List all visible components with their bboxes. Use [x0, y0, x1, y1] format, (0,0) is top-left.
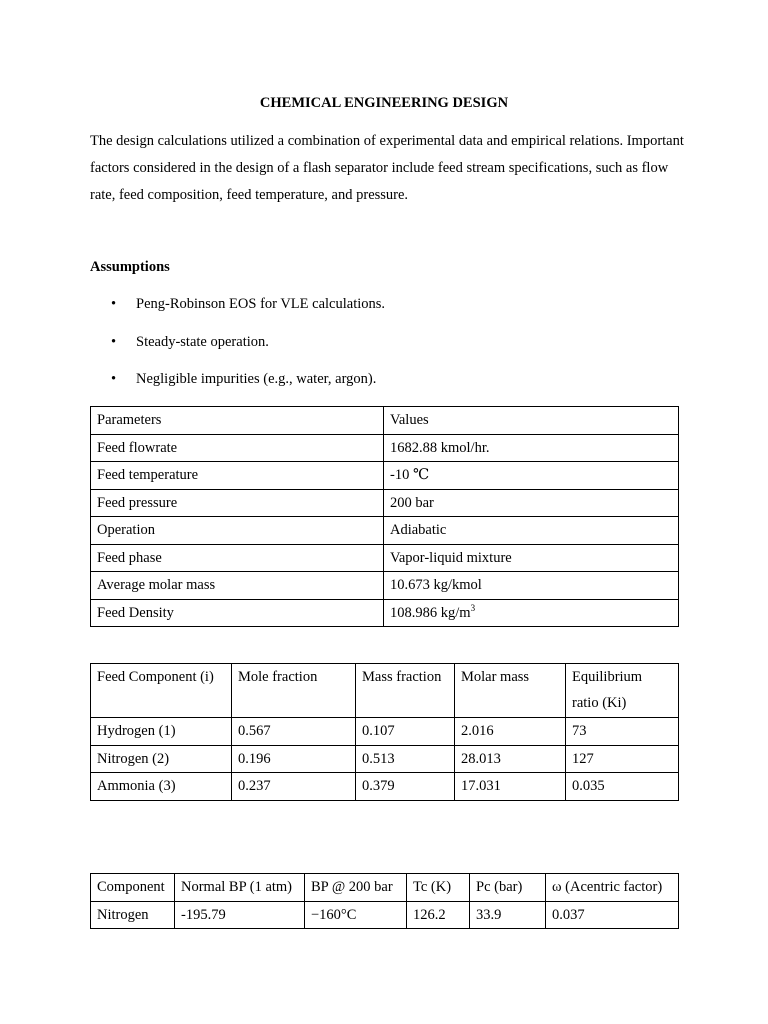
bullet-icon: •: [111, 333, 117, 350]
table-cell: Operation: [91, 517, 384, 545]
table-cell: Feed phase: [91, 544, 384, 572]
table-cell: Vapor-liquid mixture: [384, 544, 679, 572]
table-cell: 200 bar: [384, 489, 679, 517]
table-cell: 2.016: [455, 718, 566, 746]
table-header-cell: Tc (K): [407, 874, 470, 902]
table-cell: -10 ℃: [384, 462, 679, 490]
table-cell: Feed flowrate: [91, 434, 384, 462]
table-cell: 73: [566, 718, 679, 746]
list-item-text: Steady-state operation.: [136, 333, 269, 350]
table-row: [91, 489, 679, 517]
table-header-cell: Values: [384, 407, 679, 435]
table-row: [91, 462, 679, 490]
table-row: [91, 773, 679, 801]
parameters-table: [90, 406, 679, 627]
table-row: [91, 434, 679, 462]
table-header-cell: Normal BP (1 atm): [175, 874, 305, 902]
list-item-text: Negligible impurities (e.g., water, argon).: [136, 371, 377, 387]
table-cell: Feed Density: [91, 599, 384, 627]
table-row: [91, 718, 679, 746]
table-header-row: [91, 874, 679, 902]
table-header-cell: Parameters: [91, 407, 384, 435]
list-item: [90, 333, 385, 371]
table-cell: 10.673 kg/kmol: [384, 572, 679, 600]
table-cell: 0.107: [356, 718, 455, 746]
table-header-row: [91, 407, 679, 435]
table-row: [91, 572, 679, 600]
table-cell: Feed pressure: [91, 489, 384, 517]
table-header-cell: Mole fraction: [232, 664, 356, 718]
assumptions-list: [90, 295, 385, 408]
table-cell: Nitrogen (2): [91, 745, 232, 773]
table-cell: 0.567: [232, 718, 356, 746]
table-cell: 33.9: [470, 901, 546, 929]
table-header-row: [91, 664, 679, 718]
table-cell: 0.196: [232, 745, 356, 773]
table-cell: 127: [566, 745, 679, 773]
table-cell: Average molar mass: [91, 572, 384, 600]
table-cell: 0.513: [356, 745, 455, 773]
table-cell: 17.031: [455, 773, 566, 801]
list-item-text: Peng-Robinson EOS for VLE calculations.: [136, 296, 386, 312]
table-header-cell: Mass fraction: [356, 664, 455, 718]
table-cell: −160°C: [305, 901, 407, 929]
table-header-cell: Equilibrium ratio (Ki): [566, 664, 679, 718]
component-property-table: [90, 873, 679, 929]
table-cell: 126.2: [407, 901, 470, 929]
table-row: [91, 517, 679, 545]
intro-paragraph: The design calculations utilized a combination of experimental data and empirical relations. Important factors considered in the design of a flash separator include feed stream specifications, such as flow rate, feed composition, feed temperature, and pressure.: [90, 133, 684, 203]
table-row: [91, 544, 679, 572]
density-superscript: 3: [470, 602, 476, 613]
table-header-cell: Molar mass: [455, 664, 566, 718]
table-cell: -195.79: [175, 901, 305, 929]
table-header-cell: Pc (bar): [470, 874, 546, 902]
table-cell: Adiabatic: [384, 517, 679, 545]
table-row: [91, 901, 679, 929]
table-cell: 0.379: [356, 773, 455, 801]
table-cell: 0.237: [232, 773, 356, 801]
feed-component-table: [90, 663, 679, 801]
list-item: [90, 370, 385, 408]
table-cell: 28.013: [455, 745, 566, 773]
table-cell: Nitrogen: [91, 901, 175, 929]
table-row: [91, 599, 679, 627]
table-cell: Feed temperature: [91, 462, 384, 490]
table-header-cell: Component: [91, 874, 175, 902]
table-cell: [384, 599, 679, 627]
table-cell: Ammonia (3): [91, 773, 232, 801]
table-cell: 0.037: [546, 901, 679, 929]
assumptions-heading: Assumptions: [90, 259, 170, 275]
table-cell: 1682.88 kmol/hr.: [384, 434, 679, 462]
table-header-cell: Feed Component (i): [91, 664, 232, 718]
list-item: [90, 295, 385, 333]
table-header-cell: ω (Acentric factor): [546, 874, 679, 902]
bullet-icon: •: [111, 371, 117, 387]
bullet-icon: •: [111, 296, 117, 312]
table-cell: Hydrogen (1): [91, 718, 232, 746]
table-header-cell: BP @ 200 bar: [305, 874, 407, 902]
density-value: 108.986 kg/m: [390, 604, 471, 621]
table-row: [91, 745, 679, 773]
table-cell: 0.035: [566, 773, 679, 801]
document-title: CHEMICAL ENGINEERING DESIGN: [259, 95, 509, 111]
